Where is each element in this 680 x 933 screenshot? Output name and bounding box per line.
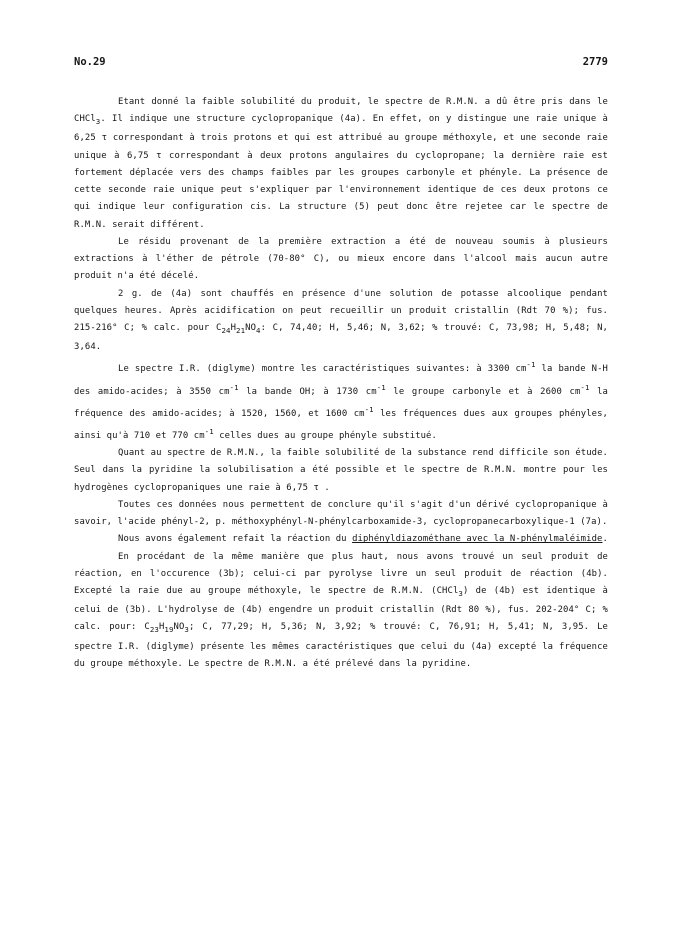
text-segment: la bande OH; à 1730 cm (238, 386, 377, 397)
text-segment: Le spectre I.R. (diglyme) montre les caractéristiques suivantes: à 3300 cm (118, 364, 527, 375)
text-segment: Quant au spectre de R.M.N., la faible solubilité de la substance rend difficile son étude. Seul dans la pyridine la solubilisation a été possible et le spectre de R.M.N. montre pour les hydrogènes cyclopropaniques une raie à 6,75 τ . (74, 448, 608, 493)
paragraph-conclusion (74, 497, 608, 532)
text-segment: la fréquence des amido-acides; à 1520, 1560, et 1600 cm (74, 386, 608, 419)
article-body (74, 94, 608, 673)
text-segment: ; C, 77,29; H, 5,36; N, 3,92; % trouvé: C, 76,91; H, 5,41; N, 3,95. Le spectre I.R. (diglyme) présente les mêmes caractéristiques que celui du (4a) excepté la fréquence du groupe méthoxyle. Le spectre de R.M.N. a été prélevé dans la pyridine. (74, 622, 608, 669)
text-segment: -1 (580, 382, 590, 392)
text-segment: Etant donné la faible solubilité du produit, le spectre de R.M.N. a dû être pris dans le CHCl (74, 97, 608, 125)
text-segment: 4 (256, 325, 261, 335)
text-segment: En procédant de la même manière que plus haut, nous avons trouvé un seul produit de réaction, en l'occurence (3b); celui-ci par pyrolyse livre un seul produit de réaction (4b). Excepté la raie due au groupe méthoxyle, le spectre de R.M.N. (CHCl (74, 551, 608, 597)
paragraph-ir-spectrum (74, 356, 608, 445)
text-segment: celles dues au groupe phényle substitué. (213, 430, 437, 441)
text-segment: 24 (221, 325, 231, 335)
paragraph-nmr-discussion (74, 94, 608, 234)
text-segment: NO (245, 323, 257, 334)
text-segment: Nous avons également refait la réaction du (118, 534, 353, 545)
paragraph-nmr-pyridine (74, 445, 608, 497)
text-segment: -1 (204, 426, 214, 436)
text-segment: H (158, 622, 165, 633)
paragraph-hydrolysis (74, 286, 608, 357)
text-segment: -1 (364, 404, 374, 414)
text-segment: 23 (149, 625, 159, 635)
text-segment: diphényldiazométhane avec la N-phénylmaléimide (352, 534, 603, 545)
text-segment: NO (173, 622, 185, 633)
text-segment: ) de (4b) est identique à celui de (3b). L'hydrolyse de (4b) engendre un produit cristallin (Rdt 80 %), fus. 202-204° C; % calc. pour: C (74, 586, 608, 633)
text-segment: . Il indique une structure cyclopropanique (4a). En effet, on y distingue une raie unique à 6,25 τ correspondant à trois protons et qui est attribué au groupe méthoxyle, et une seconde raie unique à 6,75 τ correspondant à deux protons angulaires du cyclopropane; la dernière raie est fortement déplacée vers des champs faibles par les groupes carbonyle et phényle. La présence de cette seconde raie unique peut s'expliquer par l'environnement identique de ces deux protons ce qui indique leur configuration cis. La structure (5) peut donc être rejetee car le spectre de R.M.N. serait différent. (74, 114, 608, 230)
text-segment: 3 (95, 117, 101, 127)
text-segment: 19 (164, 625, 174, 635)
text-segment: : C, 74,40; H, 5,46; N, 3,62; % trouvé: C, 73,98; H, 5,48; N, 3,64. (74, 323, 608, 353)
paragraph-extraction (74, 234, 608, 286)
text-segment: -1 (376, 382, 386, 392)
text-segment: Toutes ces données nous permettent de conclure qu'il s'agit d'un dérivé cyclopropanique à savoir, l'acide phényl-2, p. méthoxyphényl-N-phénylcarboxamide-3, cyclopropanecarboxylique-1 (7a). (74, 499, 608, 528)
page-number: 2779 (582, 56, 608, 68)
text-segment: H (230, 323, 237, 334)
text-segment: Le résidu provenant de la première extraction a été de nouveau soumis à plusieurs extractions à l'éther de pétrole (70-80° C), ou mieux encore dans l'alcool mais aucun autre produit n'a été décelé. (74, 236, 608, 282)
text-segment: -1 (526, 360, 536, 370)
text-segment: 2 g. de (4a) sont chauffés en présence d'une solution de potasse alcoolique pendant quelques heures. Après acidification on peut recueillir un produit cristallin (Rdt 70 %); fus. 215-216° C; % calc. pour C (74, 288, 608, 334)
paragraph-diphenyldiazomethane (74, 531, 608, 548)
text-segment: -1 (229, 382, 239, 392)
text-segment: les fréquences dues aux groupes phényles, ainsi qu'à 710 et 770 cm (74, 408, 608, 441)
text-segment: 3 (184, 625, 189, 635)
text-segment: 3 (458, 588, 463, 598)
paragraph-procedure-3b (74, 549, 608, 673)
text-segment: la bande N-H des amido-acides; à 3550 cm (74, 364, 608, 397)
journal-issue: No.29 (74, 56, 106, 68)
text-segment: le groupe carbonyle et à 2600 cm (385, 386, 581, 397)
page-header (74, 56, 608, 72)
text-segment: 21 (236, 325, 246, 335)
text-segment: . (602, 534, 608, 545)
